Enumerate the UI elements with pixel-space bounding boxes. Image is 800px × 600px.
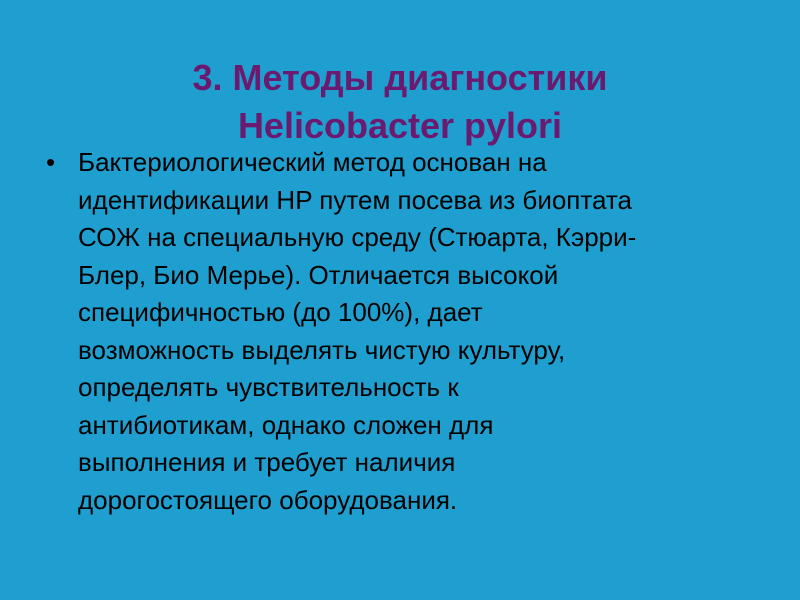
slide-title-line-1: 3. Методы диагностики — [192, 57, 608, 99]
bullet-line-4: Блер, Био Мерье). Отличается высокой — [78, 259, 559, 290]
bullet-line-7: определять чувствительность к — [78, 372, 459, 402]
slide-title — [0, 54, 800, 150]
bullet-line-8: антибиотикам, однако сложен для — [78, 409, 494, 440]
bullet-line-2: идентификации HP путем посева из биоптата — [78, 184, 632, 215]
bullet-marker: • — [46, 147, 56, 177]
bullet-line-3: СОЖ на специальную среду (Стюарта, Кэрри- — [78, 222, 637, 252]
bullet-line-9: выполнения и требует наличия — [78, 447, 456, 477]
bullet-list — [0, 144, 800, 519]
bullet-text — [78, 144, 760, 519]
bullet-line-1: Бактериологический метод основан на — [78, 147, 547, 177]
bullet-line-10: дорогостоящего оборудования. — [78, 484, 458, 515]
bullet-item — [0, 144, 800, 519]
bullet-line-5: специфичностью (до 100%), дает — [78, 297, 483, 327]
bullet-line-6: возможность выделять чистую культуру, — [78, 334, 566, 365]
slide-title-line-2: Helicobacter pylori — [237, 105, 563, 147]
